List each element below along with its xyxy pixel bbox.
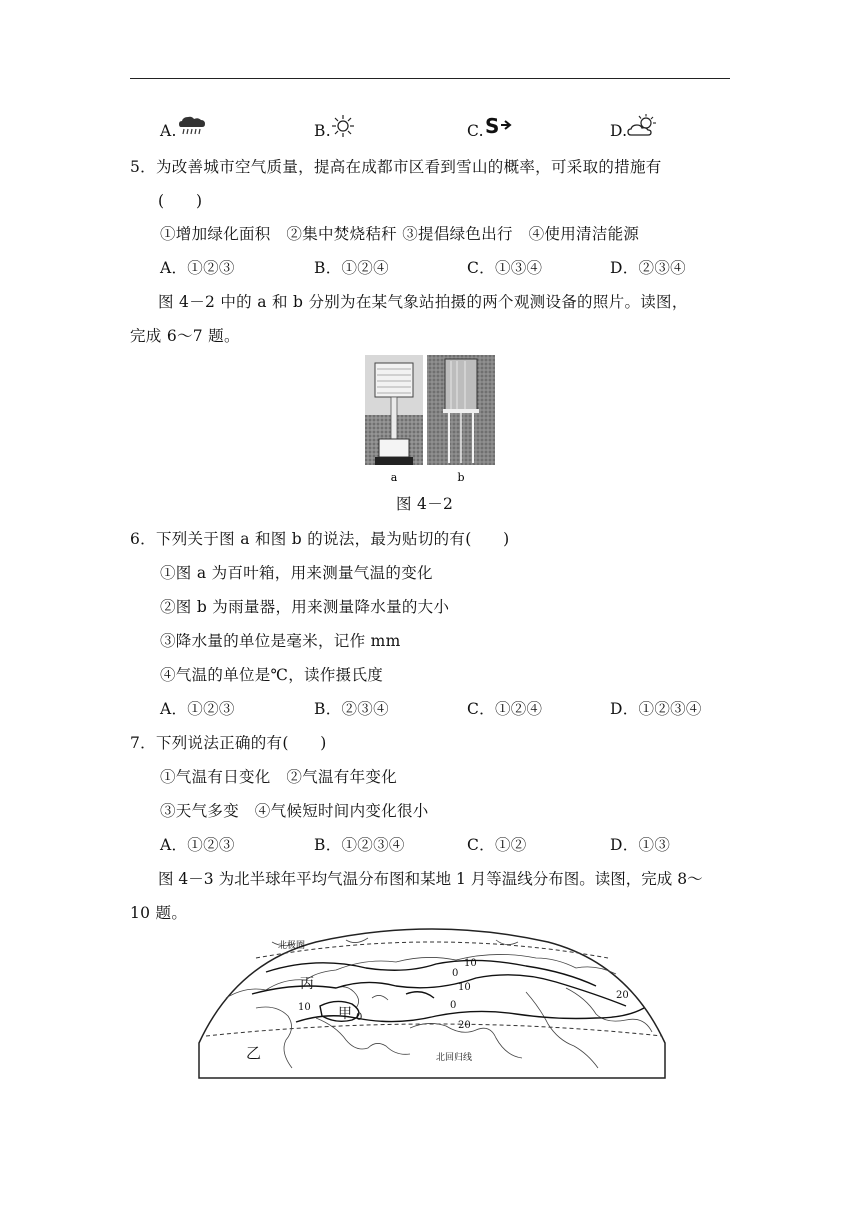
q6-item-1: ①图 a 为百叶箱，用来测量气温的变化: [160, 564, 433, 582]
isotherm-label-4: 10: [298, 1002, 311, 1013]
partly-cloudy-icon: [627, 114, 657, 138]
place-bing: 丙: [300, 976, 314, 992]
q6-option-b: B．②③④: [314, 700, 389, 718]
q5-stem: 5．为改善城市空气质量，提高在成都市区看到雪山的概率，可采取的措施有: [130, 158, 662, 176]
q4-option-b: B.: [314, 121, 355, 141]
q6-stem: 6．下列关于图 a 和图 b 的说法，最为贴切的有( ): [130, 530, 510, 548]
q4-option-c: C. S: [467, 121, 512, 141]
q6-item-2: ②图 b 为雨量器，用来测量降水量的大小: [160, 598, 450, 616]
photo-a-label: a: [390, 471, 398, 484]
intro-8-10-line2: 10 题。: [130, 904, 188, 922]
wind-icon: [484, 115, 512, 137]
q5-option-c: C．①③④: [467, 259, 543, 277]
rain-icon: [177, 115, 207, 137]
q6-option-d: D．①②③④: [610, 700, 702, 718]
isotherm-label-5: 0: [356, 1012, 363, 1023]
q7-option-a: A．①②③: [160, 836, 235, 854]
place-jia: 甲: [338, 1006, 352, 1022]
arctic-circle-label: 北极圈: [278, 941, 306, 951]
photo-b-label: b: [457, 471, 465, 484]
figure-4-2-photos: [365, 355, 495, 485]
isotherm-label-6: 0: [450, 1000, 457, 1011]
q5-option-b: B．①②④: [314, 259, 389, 277]
q7-item-1: ①气温有日变化 ②气温有年变化: [160, 768, 398, 786]
isotherm-label-2: 0: [452, 968, 459, 979]
q6-item-4: ④气温的单位是℃，读作摄氏度: [160, 666, 384, 684]
q4-option-a: A.: [160, 121, 207, 141]
q5-blank: ( ): [158, 192, 203, 210]
sun-icon: [331, 114, 355, 138]
q6-item-3: ③降水量的单位是毫米，记作 mm: [160, 632, 401, 650]
figure-4-3-map: [196, 928, 668, 1080]
q7-option-d: D．①③: [610, 836, 671, 854]
q5-option-a: A．①②③: [160, 259, 235, 277]
isotherm-label-3: 10: [458, 982, 471, 993]
q7-stem: 7．下列说法正确的有( ): [130, 734, 327, 752]
place-yi: 乙: [246, 1044, 262, 1062]
intro-6-7-line2: 完成 6～7 题。: [130, 327, 240, 345]
tropic-of-cancer-label: 北回归线: [436, 1053, 473, 1063]
q7-option-c: C．①②: [467, 836, 527, 854]
photo-b-rain-gauge: [427, 355, 495, 465]
q6-option-a: A．①②③: [160, 700, 235, 718]
q7-option-b: B．①②③④: [314, 836, 405, 854]
figure-4-2-caption: 图 4－2: [396, 495, 454, 513]
intro-8-10-line1: 图 4－3 为北半球年平均气温分布图和某地 1 月等温线分布图。读图，完成 8～: [158, 870, 703, 888]
isotherm-label-8: 20: [616, 990, 629, 1001]
header-rule: [130, 78, 730, 79]
q5-option-d: D．②③④: [610, 259, 686, 277]
svg-text:S: S: [484, 115, 500, 137]
photo-a-shelter: [365, 355, 423, 465]
q6-option-c: C．①②④: [467, 700, 543, 718]
q4-option-d: D.: [610, 121, 657, 141]
isotherm-label-7: 20: [458, 1020, 471, 1031]
isotherm-label-1: 10: [464, 958, 477, 969]
q5-items: ①增加绿化面积 ②集中焚烧秸秆 ③提倡绿色出行 ④使用清洁能源: [160, 225, 640, 243]
intro-6-7-line1: 图 4－2 中的 a 和 b 分别为在某气象站拍摄的两个观测设备的照片。读图，: [158, 293, 688, 311]
q7-item-2: ③天气多变 ④气候短时间内变化很小: [160, 802, 429, 820]
